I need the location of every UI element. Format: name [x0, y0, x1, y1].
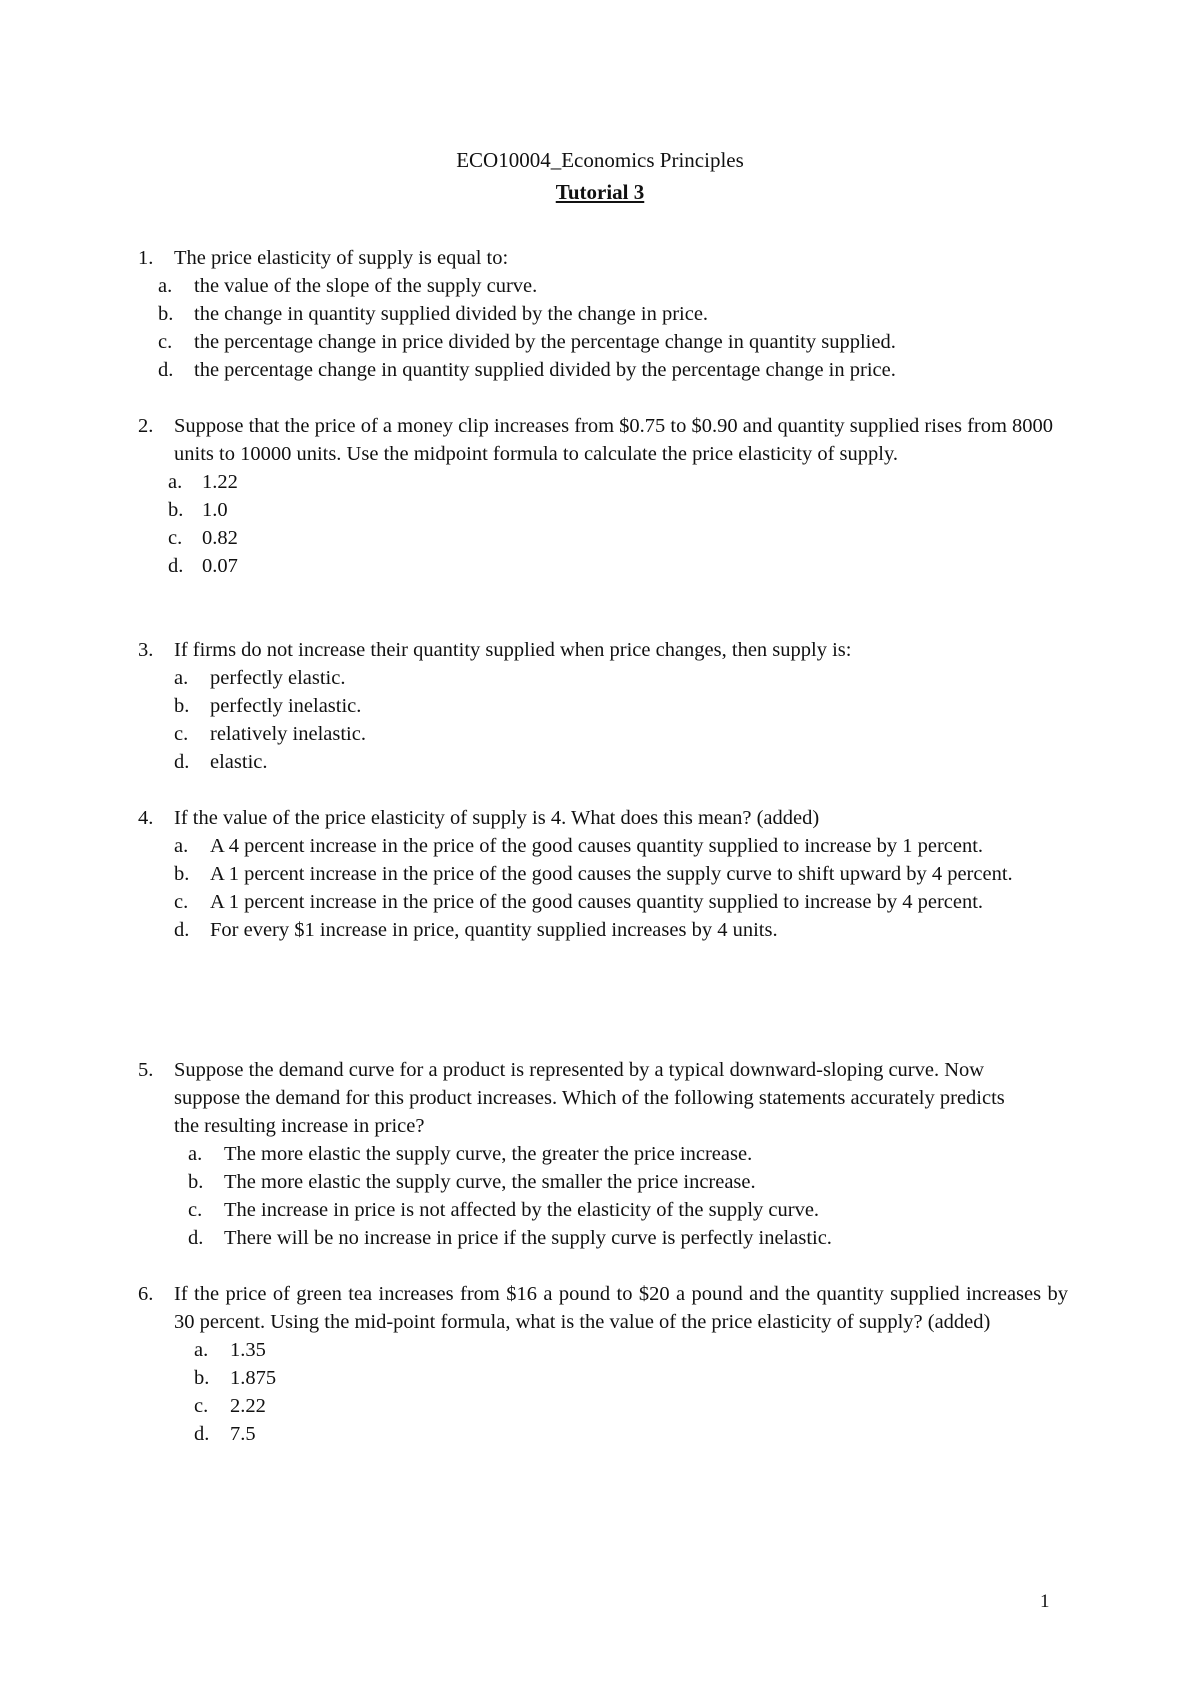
option-letter: c. — [188, 1199, 203, 1221]
question-6 — [138, 1280, 1068, 1448]
question-1 — [138, 244, 1068, 384]
option-text: The increase in price is not affected by the elasticity of the supply curve. — [224, 1199, 820, 1221]
question-text: If the value of the price elasticity of supply is 4. What does this mean? (added) — [174, 807, 820, 829]
option-c — [138, 1392, 1068, 1420]
question-text: The price elasticity of supply is equal to: — [174, 247, 509, 269]
option-text: A 1 percent increase in the price of the good causes quantity supplied to increase by 4 percent. — [210, 891, 984, 913]
option-d — [138, 1420, 1068, 1448]
option-a — [138, 272, 1068, 300]
question-4 — [138, 804, 1068, 944]
option-b — [138, 692, 1068, 720]
option-text: For every $1 increase in price, quantity supplied increases by 4 units. — [210, 919, 778, 941]
question-number: 5. — [138, 1059, 154, 1081]
question-number: 4. — [138, 807, 154, 829]
option-a — [138, 1140, 1068, 1168]
question-number: 6. — [138, 1283, 154, 1305]
option-letter: d. — [174, 919, 190, 941]
question-text: If the price of green tea increases from $16 a pound to $20 a pound and the quantity supplied increases by 30 percent. Using the mid-point formula, what is the value of the price elasticity of supply? (added) — [174, 1283, 1068, 1333]
option-a — [138, 664, 1068, 692]
option-letter: b. — [188, 1171, 204, 1193]
document-title: ECO10004_Economics Principles — [456, 148, 744, 172]
option-text: 0.82 — [202, 527, 238, 549]
option-letter: c. — [168, 527, 183, 549]
option-letter: b. — [174, 695, 190, 717]
question-2 — [138, 412, 1068, 580]
question-number: 3. — [138, 639, 154, 661]
option-b — [138, 300, 1068, 328]
option-letter: b. — [174, 863, 190, 885]
page-number: 1 — [1040, 1591, 1050, 1612]
option-letter: d. — [168, 555, 184, 577]
option-text: the percentage change in price divided by the percentage change in quantity supplied. — [194, 331, 896, 353]
option-letter: c. — [174, 891, 189, 913]
option-c — [138, 1196, 1068, 1224]
option-text: The more elastic the supply curve, the smaller the price increase. — [224, 1171, 756, 1193]
option-list — [138, 664, 1068, 776]
option-letter: b. — [158, 303, 174, 325]
option-text: relatively inelastic. — [210, 723, 366, 745]
option-a — [138, 832, 1068, 860]
option-list — [138, 1336, 1068, 1448]
option-text: The more elastic the supply curve, the greater the price increase. — [224, 1143, 753, 1165]
option-letter: c. — [194, 1395, 209, 1417]
option-d — [138, 356, 1068, 384]
option-text: 7.5 — [230, 1423, 256, 1445]
option-text: 1.35 — [230, 1339, 266, 1361]
option-text: There will be no increase in price if the supply curve is perfectly inelastic. — [224, 1227, 832, 1249]
option-letter: b. — [168, 499, 184, 521]
option-text: 1.22 — [202, 471, 238, 493]
option-c — [138, 720, 1068, 748]
option-text: A 4 percent increase in the price of the good causes quantity supplied to increase by 1 percent. — [210, 835, 984, 857]
option-letter: b. — [194, 1367, 210, 1389]
option-letter: d. — [158, 359, 174, 381]
option-letter: a. — [168, 471, 183, 493]
option-text: 1.875 — [230, 1367, 277, 1389]
option-list — [138, 468, 1068, 580]
question-number: 1. — [138, 247, 154, 269]
option-d — [138, 748, 1068, 776]
option-list — [138, 272, 1068, 384]
option-text: 2.22 — [230, 1395, 266, 1417]
option-d — [138, 1224, 1068, 1252]
option-c — [138, 328, 1068, 356]
option-list — [138, 832, 1068, 944]
question-3 — [138, 636, 1068, 776]
option-b — [138, 860, 1068, 888]
option-text: perfectly inelastic. — [210, 695, 362, 717]
option-text: the value of the slope of the supply curve. — [194, 275, 538, 297]
option-a — [138, 468, 1068, 496]
option-text: the percentage change in quantity supplied divided by the percentage change in price. — [194, 359, 896, 381]
option-b — [138, 1168, 1068, 1196]
option-letter: d. — [194, 1423, 210, 1445]
option-b — [138, 1364, 1068, 1392]
option-letter: a. — [174, 835, 189, 857]
question-text: Suppose the demand curve for a product is represented by a typical downward-sloping curve. Now suppose the demand for this product increases. Which of the following statements accurately predicts the resulting increase in price? — [174, 1059, 1005, 1137]
question-text: If firms do not increase their quantity supplied when price changes, then supply is: — [174, 639, 852, 661]
option-text: A 1 percent increase in the price of the good causes the supply curve to shift upward by 4 percent. — [210, 863, 1013, 885]
option-c — [138, 524, 1068, 552]
option-letter: a. — [194, 1339, 209, 1361]
option-d — [138, 916, 1068, 944]
option-list — [138, 1140, 1068, 1252]
option-b — [138, 496, 1068, 524]
option-letter: a. — [174, 667, 189, 689]
question-number: 2. — [138, 415, 154, 437]
option-letter: d. — [174, 751, 190, 773]
option-c — [138, 888, 1068, 916]
option-text: elastic. — [210, 751, 268, 773]
question-5 — [138, 1056, 1068, 1252]
option-text: 0.07 — [202, 555, 238, 577]
option-text: the change in quantity supplied divided by the change in price. — [194, 303, 709, 325]
question-text: Suppose that the price of a money clip increases from $0.75 to $0.90 and quantity supplied rises from 8000 units to 10000 units. Use the midpoint formula to calculate the price elasticity of supply. — [174, 415, 1054, 465]
option-letter: a. — [158, 275, 173, 297]
option-a — [138, 1336, 1068, 1364]
option-letter: a. — [188, 1143, 203, 1165]
option-text: 1.0 — [202, 499, 228, 521]
option-letter: c. — [158, 331, 173, 353]
option-text: perfectly elastic. — [210, 667, 346, 689]
option-letter: d. — [188, 1227, 204, 1249]
option-letter: c. — [174, 723, 189, 745]
option-d — [138, 552, 1068, 580]
tutorial-heading: Tutorial 3 — [555, 180, 645, 204]
